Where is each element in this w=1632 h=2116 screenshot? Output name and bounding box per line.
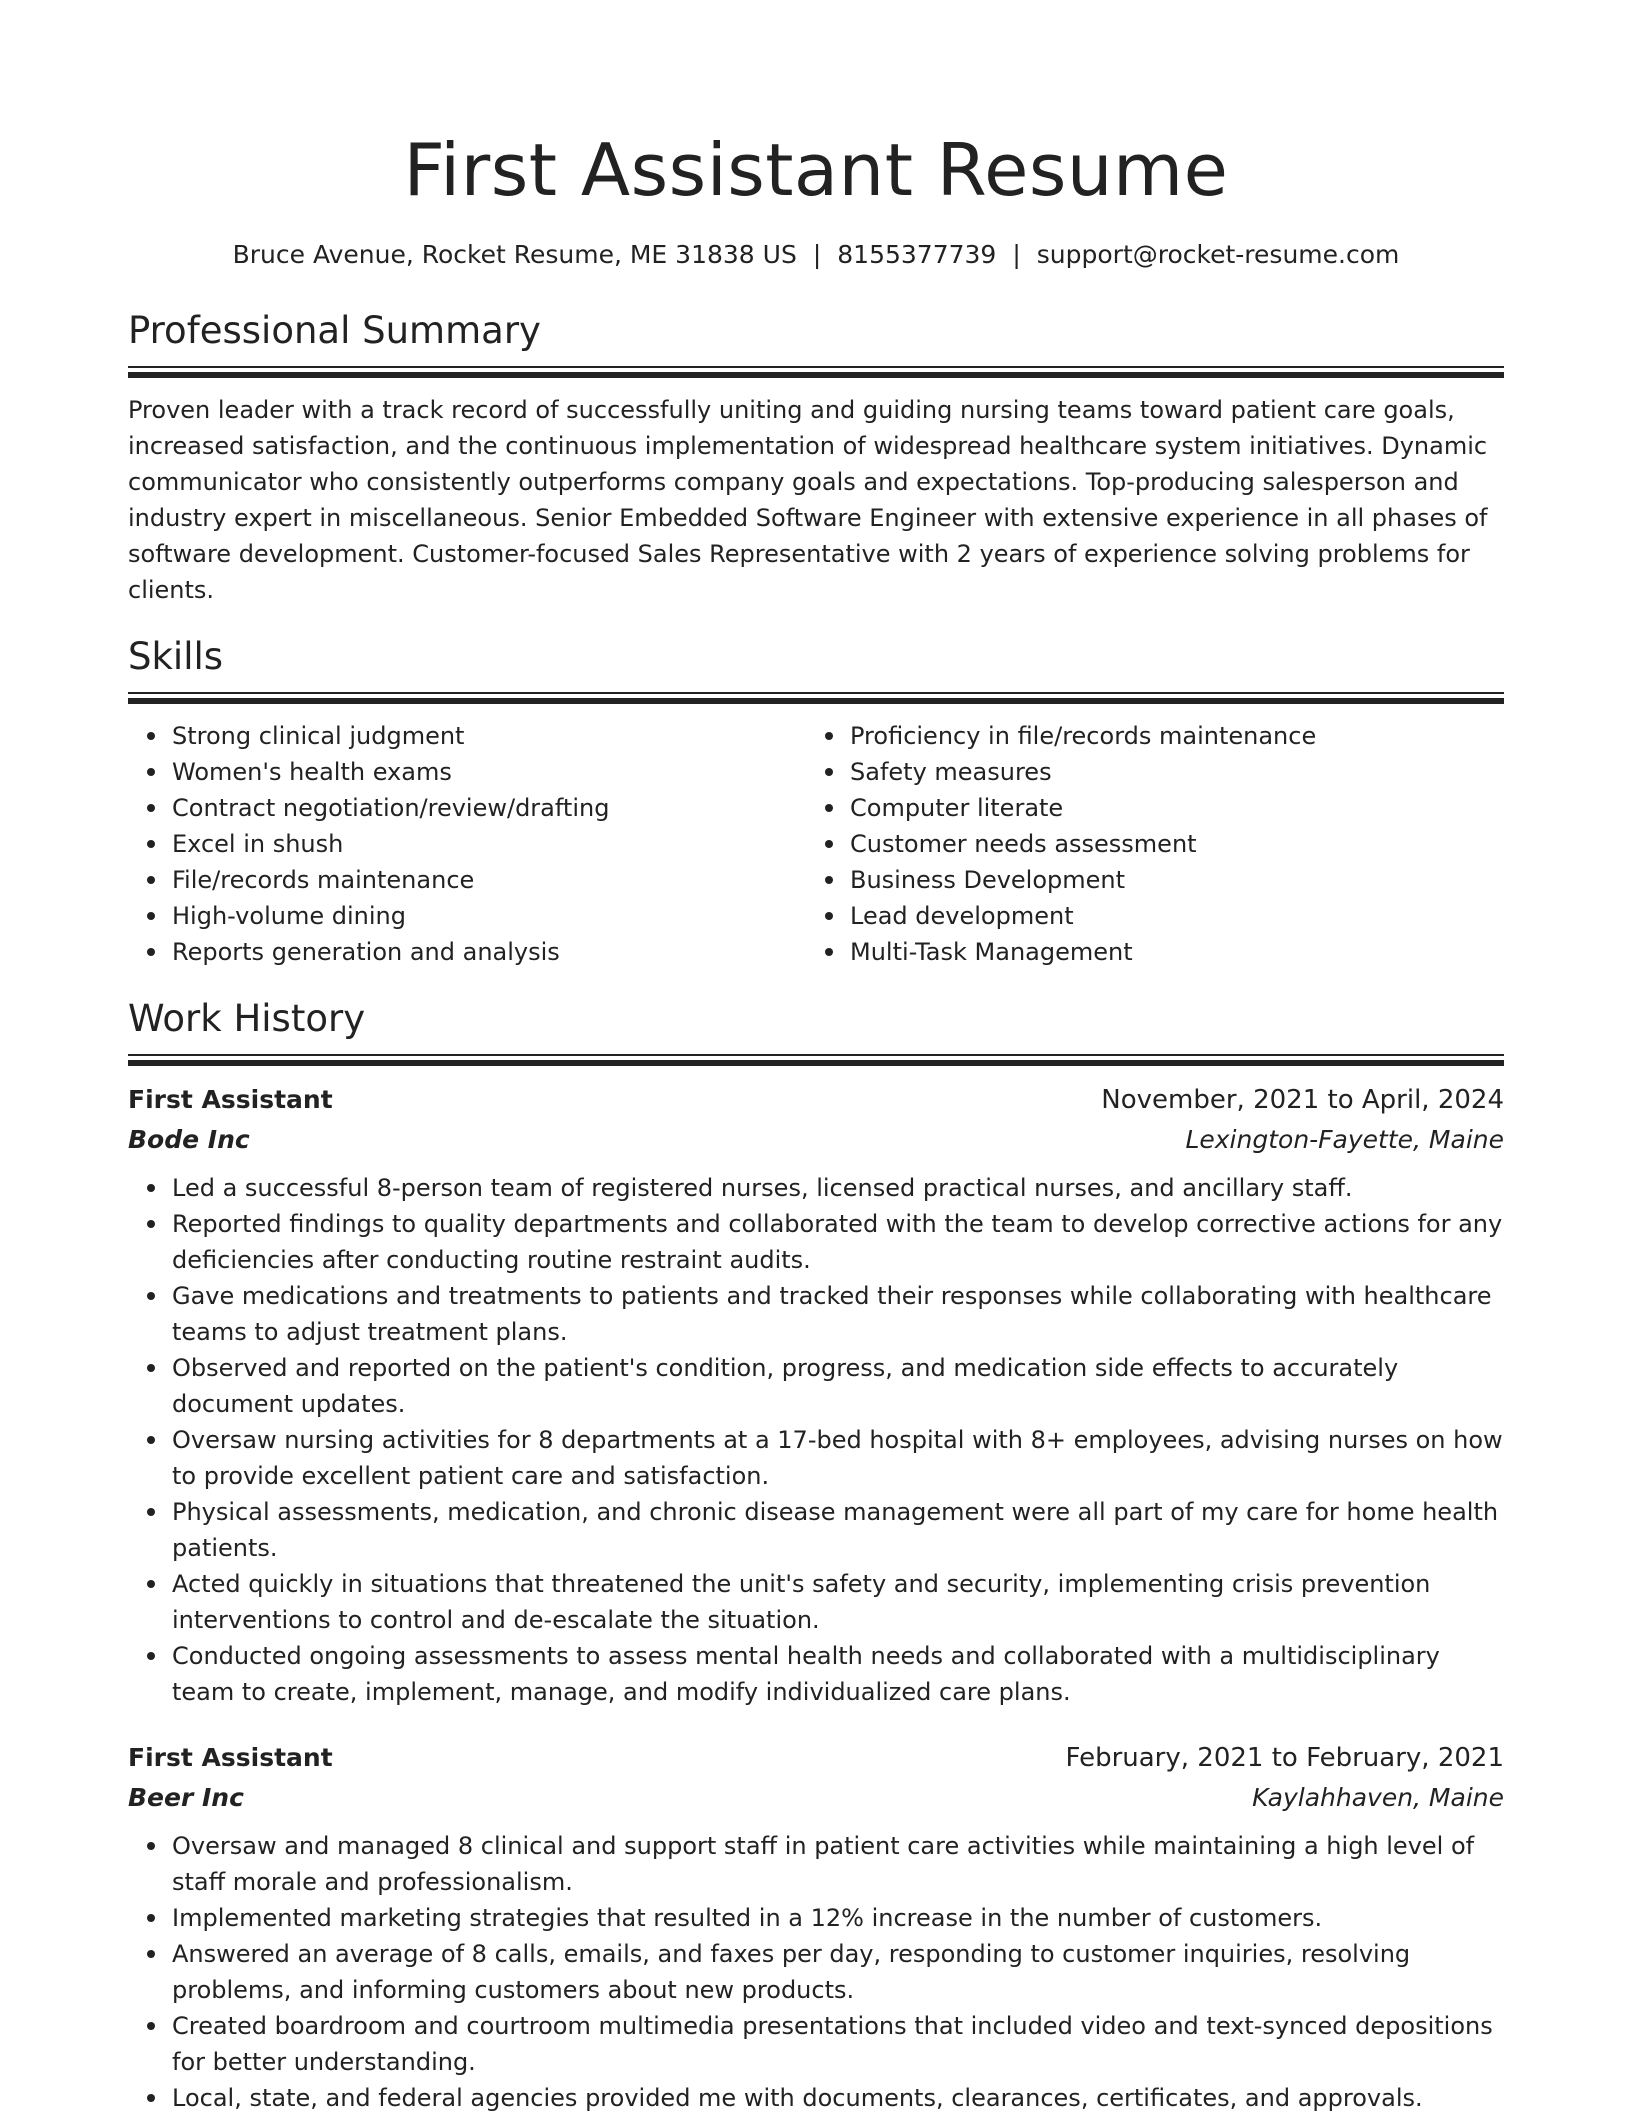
- job-entry: [128, 1080, 1504, 1710]
- job-bullet: Acted quickly in situations that threatened the unit's safety and security, implementing crisis prevention interventions to control and de-escalate the situation.: [172, 1566, 1504, 1638]
- resume-page: [128, 0, 1504, 2116]
- job-dates: November, 2021 to April, 2024: [1101, 1085, 1504, 1115]
- work-history-heading: Work History: [128, 997, 366, 1040]
- section-divider: [128, 1054, 1504, 1066]
- job-header: [128, 1080, 1504, 1120]
- skills-column-left: [128, 718, 806, 970]
- job-dates: February, 2021 to February, 2021: [1065, 1743, 1504, 1773]
- skills-heading: Skills: [128, 635, 224, 678]
- skill-item: Women's health exams: [172, 754, 806, 790]
- summary-heading: Professional Summary: [128, 309, 541, 352]
- skill-item: Business Development: [850, 862, 1484, 898]
- section-divider: [128, 366, 1504, 378]
- job-title: First Assistant: [128, 1743, 333, 1772]
- section-divider: [128, 692, 1504, 704]
- job-subheader: [128, 1778, 1504, 1818]
- job-bullet: Led a successful 8-person team of registered nurses, licensed practical nurses, and ancillary staff.: [172, 1170, 1504, 1206]
- job-bullet: Physical assessments, medication, and chronic disease management were all part of my care for home health patients.: [172, 1494, 1504, 1566]
- skill-item: Multi-Task Management: [850, 934, 1484, 970]
- summary-section: [128, 308, 1504, 608]
- skills-section: [128, 634, 1504, 970]
- job-bullet: Oversaw and managed 8 clinical and support staff in patient care activities while maintaining a high level of staff morale and professionalism.: [172, 1828, 1504, 1900]
- job-location: Kaylahhaven, Maine: [1252, 1783, 1504, 1812]
- skill-item: Lead development: [850, 898, 1484, 934]
- skill-item: Customer needs assessment: [850, 826, 1484, 862]
- contact-email: support@rocket-resume.com: [1036, 240, 1400, 269]
- summary-text: Proven leader with a track record of successfully uniting and guiding nursing teams toward patient care goals, increased satisfaction, and the continuous implementation of widespread healthcare system initiatives. Dynamic communicator who consistently outperforms company goals and expectations. Top-producing salesperson and industry expert in miscellaneous. Senior Embedded Software Engineer with extensive experience in all phases of software development. Customer-focused Sales Representative with 2 years of experience solving problems for clients.: [128, 396, 1488, 604]
- job-header: [128, 1738, 1504, 1778]
- skill-item: Computer literate: [850, 790, 1484, 826]
- job-bullet: Oversaw nursing activities for 8 departments at a 17-bed hospital with 8+ employees, advising nurses on how to provide excellent patient care and satisfaction.: [172, 1422, 1504, 1494]
- skills-column-right: [806, 718, 1484, 970]
- skill-item: File/records maintenance: [172, 862, 806, 898]
- job-location: Lexington-Fayette, Maine: [1185, 1125, 1504, 1154]
- job-entry: [128, 1738, 1504, 2116]
- job-title: First Assistant: [128, 1085, 333, 1114]
- job-bullet: Implemented marketing strategies that resulted in a 12% increase in the number of customers.: [172, 1900, 1504, 1936]
- skill-item: Reports generation and analysis: [172, 934, 806, 970]
- skill-item: Contract negotiation/review/drafting: [172, 790, 806, 826]
- job-subheader: [128, 1120, 1504, 1160]
- resume-title: First Assistant Resume: [403, 128, 1229, 212]
- job-bullets: [128, 1170, 1504, 1710]
- job-bullet: Reported findings to quality departments and collaborated with the team to develop corrective actions for any deficiencies after conducting routine restraint audits.: [172, 1206, 1504, 1278]
- job-bullet: Created boardroom and courtroom multimedia presentations that included video and text-synced depositions for better understanding.: [172, 2008, 1504, 2080]
- skill-item: Safety measures: [850, 754, 1484, 790]
- contact-line: [128, 238, 1504, 272]
- skill-item: Proficiency in file/records maintenance: [850, 718, 1484, 754]
- skill-item: Strong clinical judgment: [172, 718, 806, 754]
- skills-list: [128, 718, 1504, 970]
- job-bullet: Answered an average of 8 calls, emails, and faxes per day, responding to customer inquiries, resolving problems, and informing customers about new products.: [172, 1936, 1504, 2008]
- contact-phone: 8155377739: [837, 240, 997, 269]
- job-bullet: Observed and reported on the patient's condition, progress, and medication side effects to accurately document updates.: [172, 1350, 1504, 1422]
- job-bullets: [128, 1828, 1504, 2116]
- job-bullet: Local, state, and federal agencies provided me with documents, clearances, certificates, and approvals.: [172, 2080, 1504, 2116]
- job-company: Beer Inc: [128, 1783, 244, 1812]
- contact-separator: |: [1012, 240, 1021, 269]
- job-company: Bode Inc: [128, 1125, 250, 1154]
- job-bullet: Gave medications and treatments to patients and tracked their responses while collaborating with healthcare teams to adjust treatment plans.: [172, 1278, 1504, 1350]
- job-bullet: Conducted ongoing assessments to assess mental health needs and collaborated with a multidisciplinary team to create, implement, manage, and modify individualized care plans.: [172, 1638, 1504, 1710]
- skill-item: High-volume dining: [172, 898, 806, 934]
- skill-item: Excel in shush: [172, 826, 806, 862]
- work-history-section: [128, 996, 1504, 2116]
- contact-address: Bruce Avenue, Rocket Resume, ME 31838 US: [232, 240, 797, 269]
- contact-separator: |: [812, 240, 822, 269]
